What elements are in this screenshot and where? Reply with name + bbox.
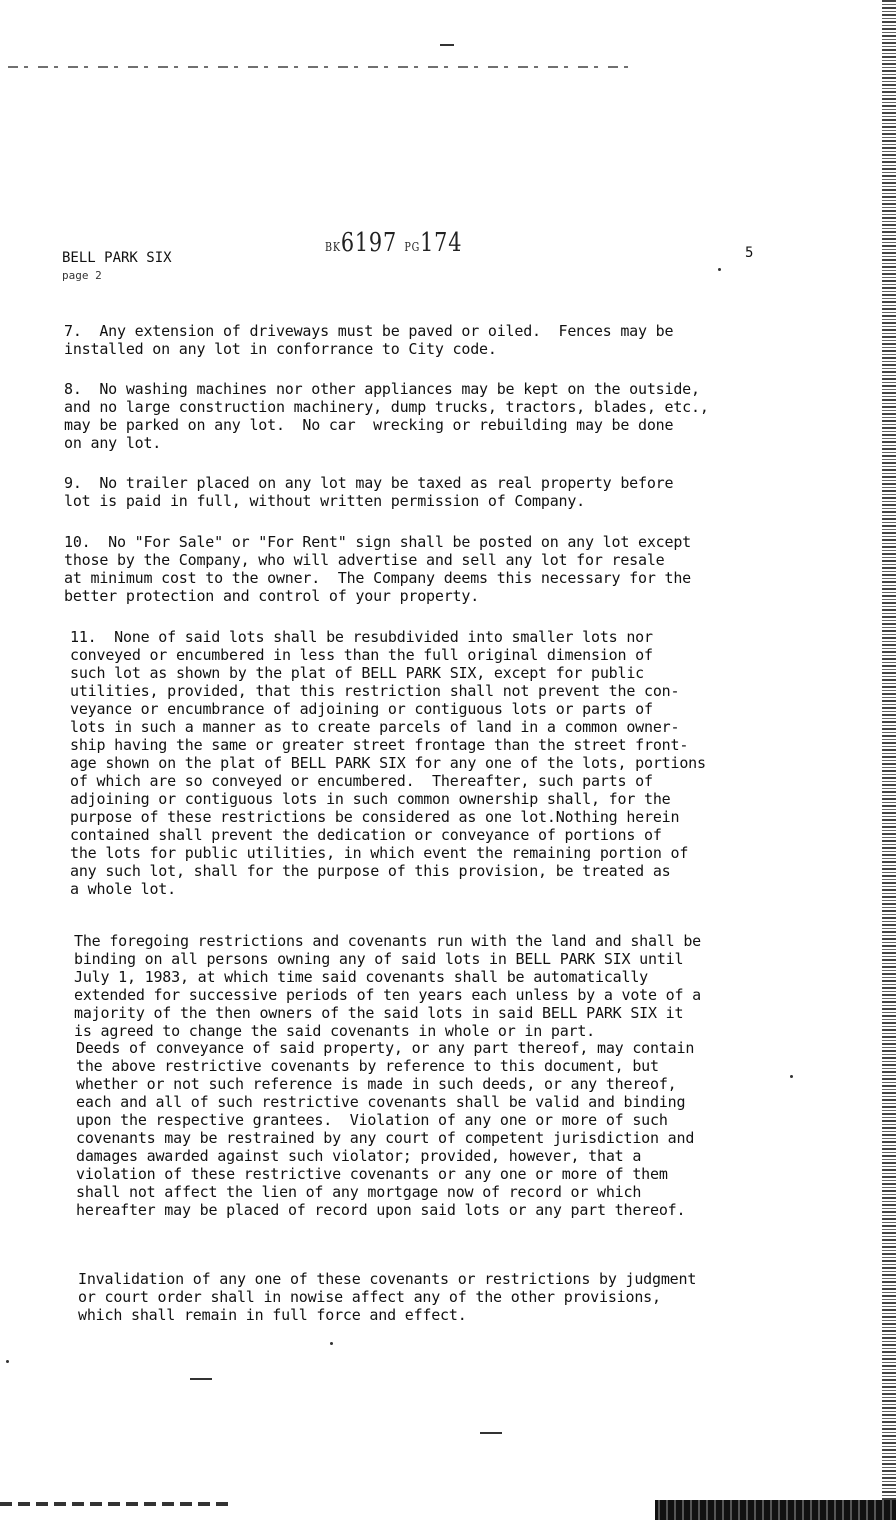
paragraph-9: 9. No trailer placed on any lot may be taxed as real property before lot is paid in full, without written permission of Company. <box>64 474 674 510</box>
paragraph-deeds: Deeds of conveyance of said property, or any part thereof, may contain the above restrictive covenants by reference to this document, but whether or not such reference is made in such deeds, or any thereof, each and all of such restrictive covenants shall be valid and binding upon the respective grantees. Violation of any one or more of such covenants may be restrained by any court of competent jurisdiction and damages awarded against such violator; provided, however, that a violation of these restrictive covenants or any one or more of them shall not affect the lien of any mortgage now of record or which hereafter may be placed of record upon said lots or any part thereof. <box>76 1039 695 1219</box>
paragraph-8: 8. No washing machines nor other appliances may be kept on the outside, and no large construction machinery, dump trucks, tractors, blades, etc., may be parked on any lot. No car wrecking or rebuilding may be done on any lot. <box>64 380 709 452</box>
book-label: BK <box>325 240 341 254</box>
scan-artifact-dash <box>480 1432 502 1434</box>
scan-artifact-dash <box>440 44 454 46</box>
page-label: page 2 <box>62 269 102 282</box>
scan-speck <box>790 1075 793 1078</box>
paragraph-invalidation: Invalidation of any one of these covenants or restrictions by judgment or court order shall in nowise affect any of the other provisions, which shall remain in full force and effect. <box>78 1270 697 1324</box>
document-title: BELL PARK SIX <box>62 250 172 266</box>
scan-edge-noise <box>882 0 896 1520</box>
page-label-stamp: PG <box>404 240 421 254</box>
scan-speck <box>330 1342 333 1345</box>
scan-bottom-artifact <box>0 1502 230 1506</box>
paragraph-10: 10. No "For Sale" or "For Rent" sign shall be posted on any lot except those by the Company, who will advertise and sell any lot for resale at minimum cost to the owner. The Company deems this necessary for the better protection and control of your property. <box>64 533 691 605</box>
paragraph-foregoing: The foregoing restrictions and covenants run with the land and shall be binding on all persons owning any of said lots in BELL PARK SIX until July 1, 1983, at which time said covenants shall be automatically extended for successive periods of ten years each unless by a vote of a majority of the then owners of the said lots in said BELL PARK SIX it is agreed to change the said covenants in whole or in part. <box>74 932 701 1040</box>
scan-bottom-right-noise <box>655 1500 896 1520</box>
scan-artifact-dash <box>190 1378 212 1380</box>
book-number: 6197 <box>340 228 397 258</box>
margin-mark: 5 <box>745 245 754 261</box>
scan-artifact-dashed-line <box>8 66 628 68</box>
book-page-stamp <box>325 228 462 258</box>
paragraph-7: 7. Any extension of driveways must be paved or oiled. Fences may be installed on any lot in conforrance to City code. <box>64 322 674 358</box>
scan-speck <box>718 268 721 271</box>
paragraph-11: 11. None of said lots shall be resubdivided into smaller lots nor conveyed or encumbered in less than the full original dimension of such lot as shown by the plat of BELL PARK SIX, except for public utilities, provided, that this restriction shall not prevent the con- veyance or encumbrance of adjoining or contiguous lots or parts of lots in such a manner as to create parcels of land in a common owner- ship having the same or greater street frontage than the street front- age shown on the plat of BELL PARK SIX for any one of the lots, portions of which are so conveyed or encumbered. Thereafter, such parts of adjoining or contiguous lots in such common ownership shall, for the purpose of these restrictions be considered as one lot.Nothing herein contained shall prevent the dedication or conveyance of portions of the lots for public utilities, in which event the remaining portion of any such lot, shall for the purpose of this provision, be treated as a whole lot. <box>70 628 706 898</box>
document-header <box>62 250 172 284</box>
scan-speck <box>6 1360 9 1363</box>
stamp-page-number: 174 <box>420 228 463 258</box>
